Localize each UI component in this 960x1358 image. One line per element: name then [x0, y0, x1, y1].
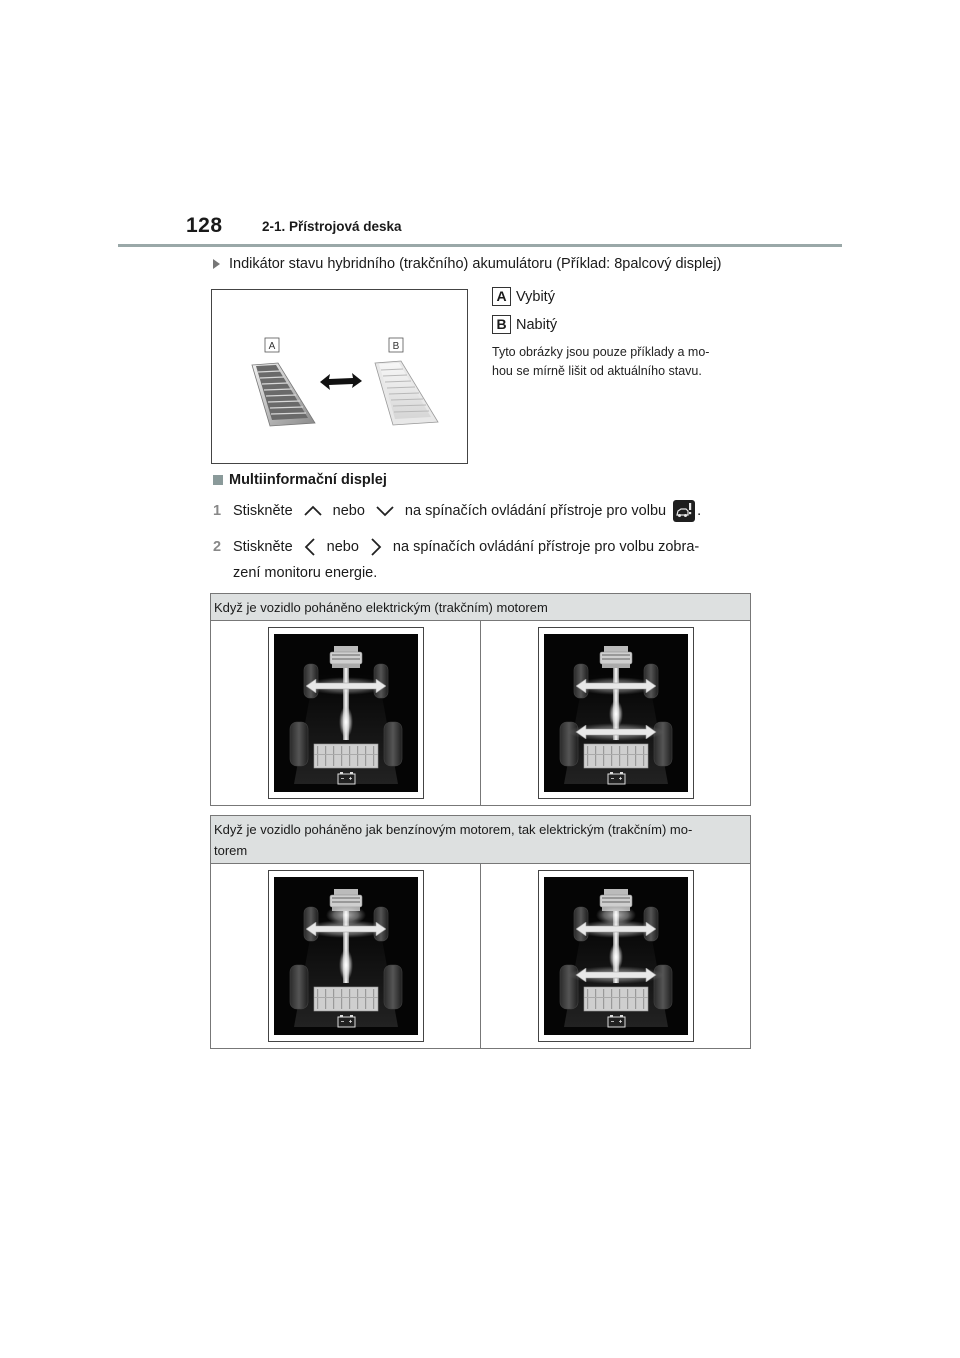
step-number: 2: [213, 539, 222, 555]
step-text-b: nebo: [326, 539, 359, 555]
legend-text-b: Nabitý: [516, 316, 558, 333]
energy-monitor-frame: [268, 627, 424, 799]
page-number: 128: [186, 214, 223, 237]
step-text-c: na spínačích ovládání přístroje pro volbu: [404, 503, 667, 519]
step-text-a: Stiskněte: [233, 539, 293, 555]
energy-monitor-frame: [268, 870, 424, 1042]
step-text-c: na spínačích ovládání přístroje pro volbu zobra-: [392, 539, 700, 555]
step-text-d: .: [697, 503, 702, 519]
double-arrow-icon: [320, 373, 362, 390]
energy-table-hybrid: [210, 815, 751, 1049]
step-text-continuation: zení monitoru energie.: [233, 565, 378, 581]
figure-label-b: B: [392, 341, 400, 352]
note-line-1: Tyto obrázky jsou pouze příklady a mo-: [492, 345, 710, 359]
step-text-b: nebo: [332, 503, 365, 519]
battery-discharged-icon: [252, 363, 315, 426]
legend-row-a: [492, 287, 555, 306]
legend-row-b: [492, 315, 557, 334]
chevron-right-icon: [369, 537, 383, 557]
note-line-2: hou se mírně lišit od aktuálního stavu.: [492, 364, 702, 378]
header-rule: [118, 244, 842, 247]
vehicle-settings-icon: [673, 500, 695, 522]
battery-charged-icon: [375, 361, 438, 425]
battery-indicator-bullet: [213, 256, 721, 272]
square-bullet-icon: [213, 475, 223, 485]
step-1: [213, 498, 701, 524]
energy-monitor-image: [544, 877, 688, 1035]
figure-note: [492, 343, 754, 381]
energy-monitor-image: [274, 877, 418, 1035]
energy-monitor-frame: [538, 627, 694, 799]
step-number: 1: [213, 503, 222, 519]
energy-monitor-image: [274, 634, 418, 792]
energy-table-electric: [210, 593, 751, 806]
energy-monitor-frame: [538, 870, 694, 1042]
section-title: 2-1. Přístrojová deska: [262, 219, 402, 234]
battery-state-illustration: [212, 290, 467, 463]
legend-text-a: Vybitý: [516, 288, 555, 305]
legend-key-b: B: [492, 315, 511, 334]
figure-label-a: A: [268, 341, 276, 352]
table-header: [211, 816, 750, 864]
step-2: [213, 534, 699, 586]
table-header-line-2: torem: [214, 843, 248, 858]
chevron-up-icon: [303, 504, 323, 518]
energy-monitor-image: [544, 634, 688, 792]
chevron-down-icon: [375, 504, 395, 518]
multi-display-heading: [213, 472, 387, 488]
table-header: Když je vozidlo poháněno elektrickým (trakčním) motorem: [211, 594, 750, 621]
battery-figure: [211, 289, 468, 464]
heading-text: Multiinformační displej: [229, 472, 387, 488]
step-text-a: Stiskněte: [233, 503, 293, 519]
bullet-text: Indikátor stavu hybridního (trakčního) akumulátoru (Příklad: 8palcový displej): [229, 256, 722, 272]
chevron-left-icon: [303, 537, 317, 557]
legend-key-a: A: [492, 287, 511, 306]
table-header-line-1: Když je vozidlo poháněno jak benzínovým motorem, tak elektrickým (trakčním) mo-: [214, 822, 693, 837]
triangle-bullet-icon: [213, 259, 220, 269]
